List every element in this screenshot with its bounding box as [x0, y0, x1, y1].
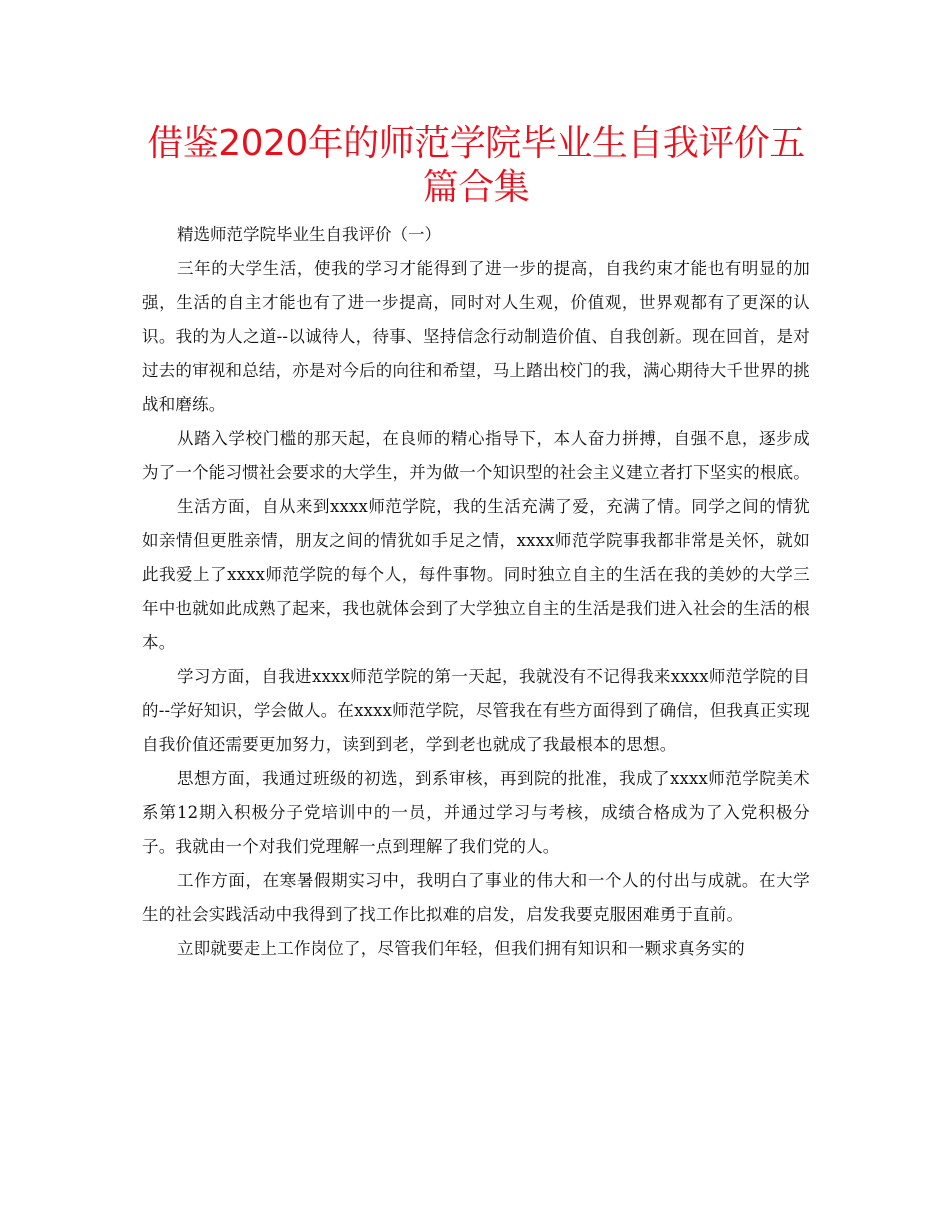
- document-title: 借鉴2020年的师范学院毕业生自我评价五篇合集: [147, 123, 805, 208]
- paragraph-6: 工作方面，在寒暑假期实习中，我明白了事业的伟大和一个人的付出与成就。在大学生的社会实践活动中我得到了找工作比拟难的启发，启发我要克服困难勇于直前。: [142, 871, 810, 924]
- paragraph-7: 立即就要走上工作岗位了，尽管我们年轻，但我们拥有知识和一颗求真务实的: [177, 939, 745, 958]
- paragraph-1: 三年的大学生活，使我的学习才能得到了进一步的提高，自我约束才能也有明显的加强，生活的自主才能也有了进一步提高，同时对人生观，价值观，世界观都有了更深的认识。我的为人之道--以诚待人，待事、坚持信念行动制造价值、自我创新。现在回首，是对过去的审视和总结，亦是对今后的向往和希望，马上踏出校门的我，满心期待大千世界的挑战和磨练。: [142, 259, 810, 414]
- paragraph-4: 学习方面，自我进xxxx师范学院的第一天起，我就没有不记得我来xxxx师范学院的目的--学好知识，学会做人。在xxxx师范学院，尽管我在有些方面得到了确信，但我真正实现自我价值还需要更加努力，读到到老，学到老也就成了我最根本的思想。: [142, 667, 810, 754]
- section-heading: 精选师范学院毕业生自我评价（一）: [177, 225, 441, 244]
- paragraph-2: 从踏入学校门槛的那天起，在良师的精心指导下，本人奋力拼搏，自强不息，逐步成为了一个能习惯社会要求的大学生，并为做一个知识型的社会主义建立者打下坚实的根底。: [142, 429, 810, 482]
- paragraph-3: 生活方面，自从来到xxxx师范学院，我的生活充满了爱，充满了情。同学之间的情犹如亲情但更胜亲情，朋友之间的情犹如手足之情，xxxx师范学院事我都非常是关怀，就如此我爱上了xxxx师范学院的每个人，每件事物。同时独立自主的生活在我的美妙的大学三年中也就如此成熟了起来，我也就体会到了大学独立自主的生活是我们进入社会的生活的根本。: [142, 497, 810, 652]
- paragraph-5: 思想方面，我通过班级的初选，到系审核，再到院的批准，我成了xxxx师范学院美术系第12期入积极分子党培训中的一员，并通过学习与考核，成绩合格成为了入党积极分子。我就由一个对我们党理解一点到理解了我们党的人。: [142, 769, 810, 856]
- document-page: [142, 122, 810, 966]
